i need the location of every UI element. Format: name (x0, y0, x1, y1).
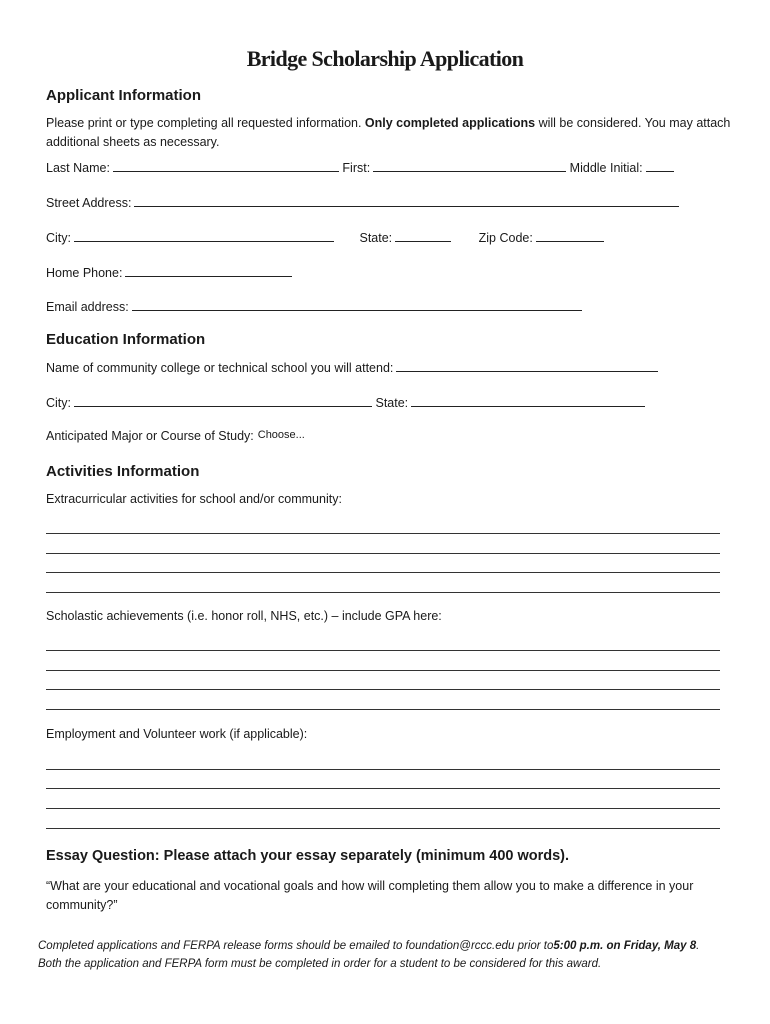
employment-line[interactable] (46, 788, 720, 789)
extracurricular-line[interactable] (46, 572, 720, 573)
applicant-heading: Applicant Information (46, 87, 201, 104)
employment-line[interactable] (46, 808, 720, 809)
extracurricular-line[interactable] (46, 553, 720, 554)
education-heading: Education Information (46, 331, 206, 348)
email-label: Email address: (46, 300, 129, 314)
middle-initial-field[interactable] (646, 160, 674, 172)
footer-line2: Both the application and FERPA form must be completed in order for a student to be considered for this award. (38, 958, 602, 970)
last-name-label: Last Name: (46, 161, 110, 175)
intro-text-end: will be considered. You may attach additional sheets as necessary. (46, 116, 731, 149)
street-row (46, 195, 679, 210)
applicant-intro (46, 114, 736, 152)
school-label: Name of community college or technical school you will attend: (46, 361, 394, 375)
footer-note (38, 937, 738, 973)
employment-label: Employment and Volunteer work (if applicable): (46, 727, 308, 741)
school-row (46, 360, 658, 375)
intro-emphasis: Only completed applications (364, 116, 536, 130)
email-field[interactable] (132, 299, 582, 311)
street-label: Street Address: (46, 196, 132, 210)
employment-line[interactable] (46, 769, 720, 770)
state-field[interactable] (395, 230, 451, 242)
major-row (46, 429, 305, 443)
page-title: Bridge Scholarship Application (246, 46, 524, 71)
last-name-field[interactable] (113, 160, 339, 172)
first-name-label: First: (342, 161, 371, 175)
city-state-zip-row (46, 230, 604, 245)
essay-question: “What are your educational and vocational goals and how will completing them allow you to make a difference in your community?” (46, 879, 694, 912)
city-field[interactable] (74, 230, 334, 242)
scholastic-line[interactable] (46, 670, 720, 671)
zip-label: Zip Code: (478, 231, 533, 245)
major-dropdown[interactable]: Choose... (257, 429, 305, 441)
intro-text: Please print or type completing all requested information. (46, 116, 365, 130)
home-phone-field[interactable] (125, 265, 292, 277)
phone-row (46, 265, 292, 280)
employment-line[interactable] (46, 828, 720, 829)
activities-heading: Activities Information (46, 463, 200, 480)
scholastic-label: Scholastic achievements (i.e. honor roll, NHS, etc.) – include GPA here: (46, 609, 442, 623)
essay-heading: Essay Question: Please attach your essay separately (minimum 400 words). (46, 848, 570, 864)
major-label: Anticipated Major or Course of Study: (46, 429, 254, 443)
extracurricular-line[interactable] (46, 533, 720, 534)
edu-city-state-row (46, 395, 645, 410)
email-row (46, 299, 582, 314)
edu-city-field[interactable] (74, 395, 372, 407)
school-field[interactable] (396, 360, 658, 372)
scholastic-line[interactable] (46, 689, 720, 690)
street-field[interactable] (134, 195, 679, 207)
footer-line1: Completed applications and FERPA release forms should be emailed to foundation@rccc.edu prior to (38, 940, 554, 952)
name-row (46, 160, 674, 175)
edu-state-field[interactable] (411, 395, 645, 407)
edu-city-label: City: (46, 396, 71, 410)
footer-line1-end: . (696, 940, 700, 952)
first-name-field[interactable] (373, 160, 566, 172)
extracurricular-label: Extracurricular activities for school and/or community: (46, 492, 342, 506)
state-label: State: (359, 231, 393, 245)
scholastic-line[interactable] (46, 709, 720, 710)
zip-field[interactable] (536, 230, 604, 242)
footer-deadline: 5:00 p.m. on Friday, May 8 (553, 940, 697, 952)
scholastic-line[interactable] (46, 650, 720, 651)
extracurricular-line[interactable] (46, 592, 720, 593)
home-phone-label: Home Phone: (46, 266, 123, 280)
city-label: City: (46, 231, 71, 245)
edu-state-label: State: (375, 396, 409, 410)
middle-initial-label: Middle Initial: (569, 161, 643, 175)
